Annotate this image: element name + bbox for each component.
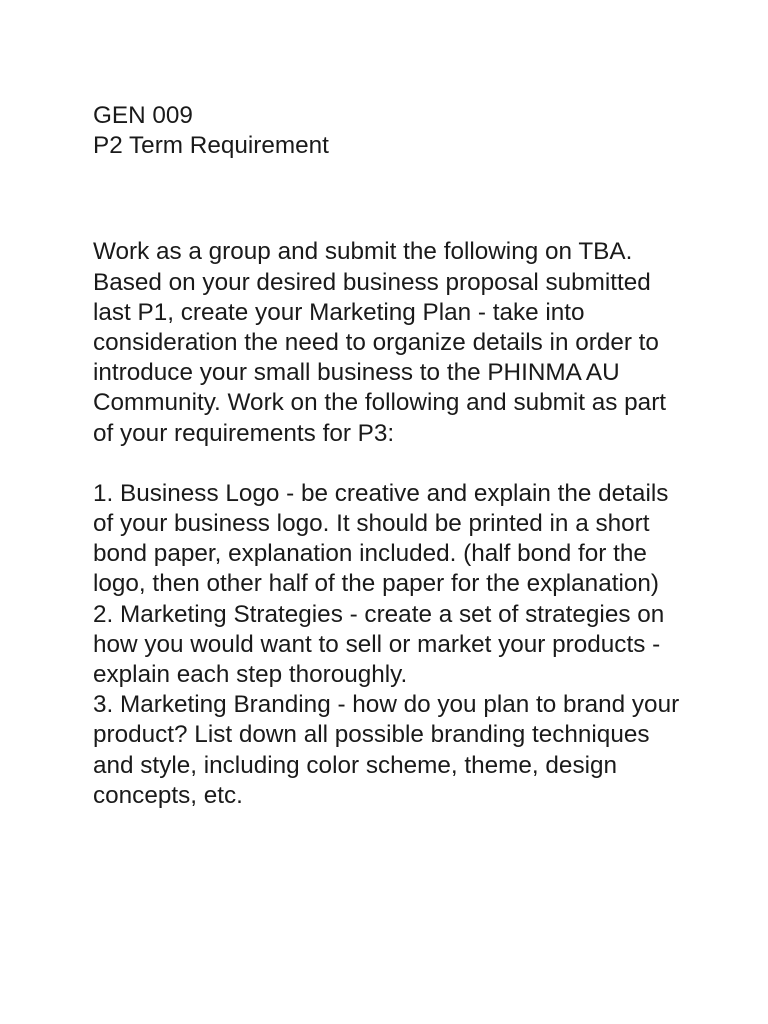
spacer [93,161,693,237]
list-item-business-logo: 1. Business Logo - be creative and explain the details of your business logo. It should be printed in a short bond paper, explanation included. (half bond for the logo, then other half of the paper for the explanation) [93,479,669,598]
intro-paragraph: Work as a group and submit the following on TBA. Based on your desired business proposal submitted last P1, create your Marketing Plan - take into consideration the need to organize details in order to introduce your small business to the PHINMA AU Community. Work on the following and submit as part of your requirements for P3: [93,238,667,447]
requirements-list [93,479,693,811]
requirement-title: P2 Term Requirement [93,132,329,160]
list-item-marketing-strategies: 2. Marketing Strategies - create a set of strategies on how you would want to sell or market your products - explain each step thoroughly. [93,600,665,689]
spacer [93,449,693,479]
course-code: GEN 009 [93,102,193,129]
document-page [93,101,693,811]
list-item-marketing-branding: 3. Marketing Branding - how do you plan to brand your product? List down all possible branding techniques and style, including color scheme, theme, design concepts, etc. [93,691,680,809]
